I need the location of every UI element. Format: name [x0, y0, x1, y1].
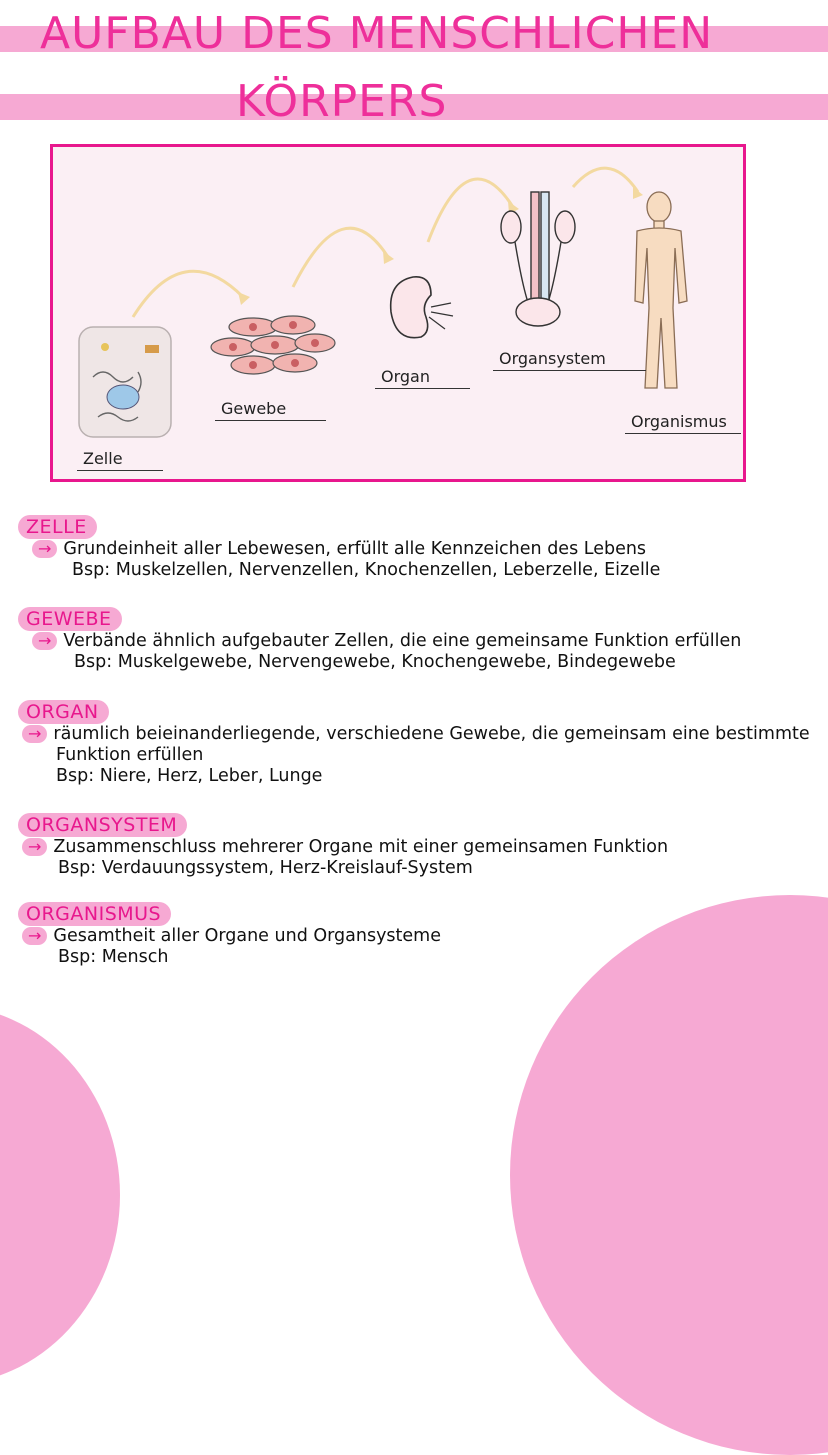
section-organsystem	[18, 813, 818, 879]
definition-text-continued: Funktion erfüllen	[56, 745, 204, 765]
section-organismus	[18, 902, 818, 968]
example-text: Bsp: Muskelgewebe, Nervengewebe, Knochengewebe, Bindegewebe	[74, 652, 676, 672]
page-title-line-2: KÖRPERS	[236, 76, 448, 127]
decorative-blob-left	[0, 1005, 120, 1385]
definition-text: Gesamtheit aller Organe und Organsysteme	[53, 926, 441, 946]
arrow-icon: →	[32, 632, 57, 650]
figure-label-zelle: Zelle	[77, 449, 163, 471]
organ-system-drawing	[501, 192, 575, 326]
section-heading-organsystem: ORGANSYSTEM	[18, 813, 187, 837]
figure-label-organ: Organ	[375, 367, 470, 389]
section-heading-zelle: ZELLE	[18, 515, 97, 539]
section-gewebe	[18, 607, 818, 673]
section-heading-organismus: ORGANISMUS	[18, 902, 171, 926]
arrow-icon: →	[22, 838, 47, 856]
page-title-line-1: AUFBAU DES MENSCHLICHEN	[40, 8, 714, 59]
body-structure-figure	[50, 144, 746, 482]
cell-drawing	[79, 327, 171, 437]
kidney-drawing	[391, 277, 453, 338]
section-zelle	[18, 515, 818, 581]
arrow-gewebe-organ	[293, 228, 388, 287]
figure-label-organismus: Organismus	[625, 412, 741, 434]
example-text: Bsp: Niere, Herz, Leber, Lunge	[56, 766, 323, 786]
example-text: Bsp: Verdauungssystem, Herz-Kreislauf-System	[58, 858, 473, 878]
arrow-organ-organsystem	[428, 179, 513, 242]
arrow-icon: →	[32, 540, 57, 558]
section-heading-organ: ORGAN	[18, 700, 109, 724]
example-text: Bsp: Mensch	[58, 947, 169, 967]
definition-text: Verbände ähnlich aufgebauter Zellen, die eine gemeinsame Funktion erfüllen	[63, 631, 742, 651]
arrow-zelle-gewebe	[133, 271, 243, 317]
arrow-icon: →	[22, 725, 47, 743]
definition-text: räumlich beieinanderliegende, verschiedene Gewebe, die gemeinsam eine bestimmte	[53, 724, 810, 744]
example-text: Bsp: Muskelzellen, Nervenzellen, Knochenzellen, Leberzelle, Eizelle	[72, 560, 661, 580]
figure-label-gewebe: Gewebe	[215, 399, 326, 421]
tissue-drawing	[211, 316, 335, 374]
arrow-icon: →	[22, 927, 47, 945]
definition-text: Grundeinheit aller Lebewesen, erfüllt alle Kennzeichen des Lebens	[63, 539, 647, 559]
section-organ	[18, 700, 818, 787]
arrow-organsystem-organismus	[573, 168, 638, 192]
definition-text: Zusammenschluss mehrerer Organe mit einer gemeinsamen Funktion	[53, 837, 669, 857]
decorative-blob-right	[510, 895, 828, 1455]
section-heading-gewebe: GEWEBE	[18, 607, 122, 631]
figure-label-organsystem: Organsystem	[493, 349, 646, 371]
